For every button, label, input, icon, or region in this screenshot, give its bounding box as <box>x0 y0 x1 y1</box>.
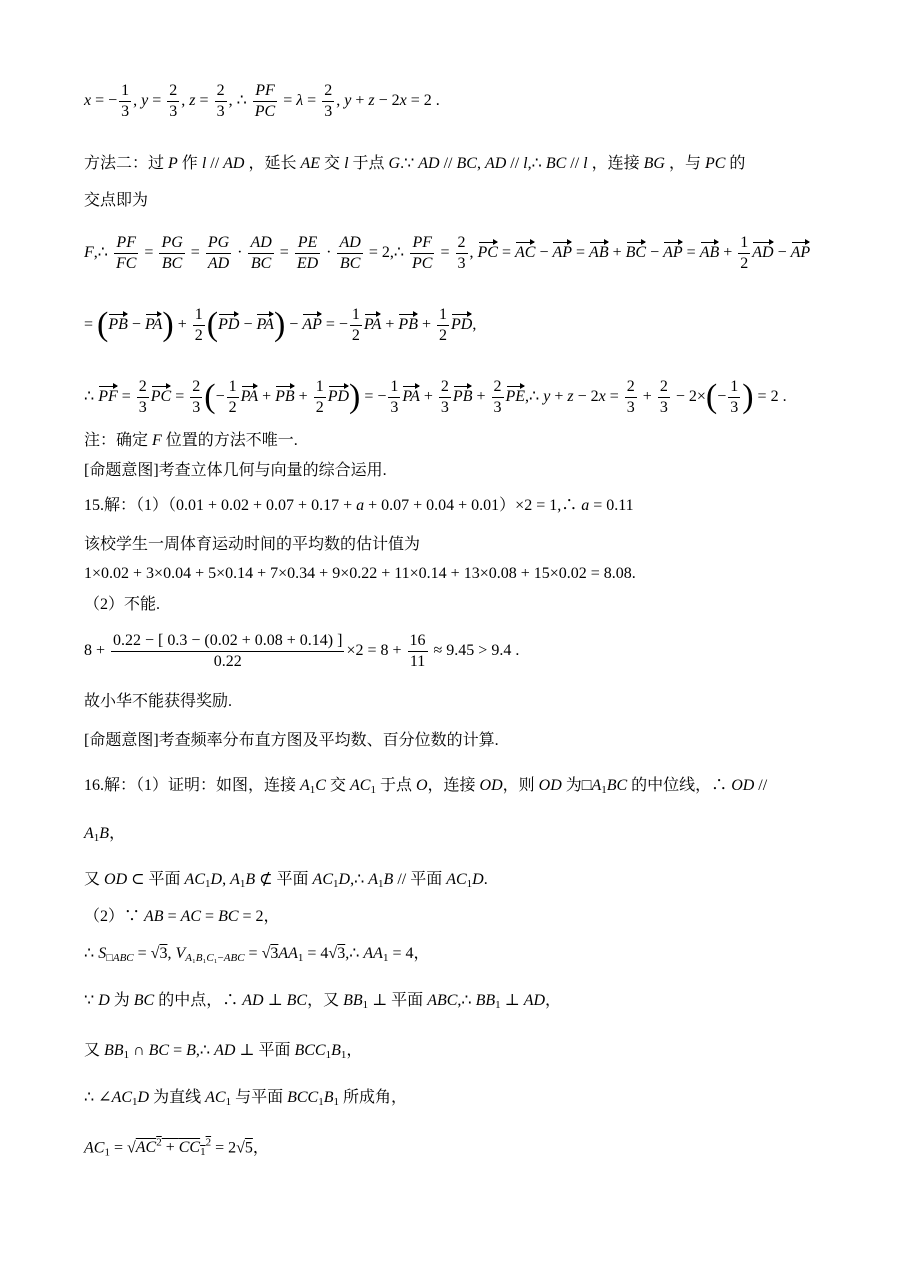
line-vector-result: ∴ PF = $\frac{2}{3}$ PC = $\frac{2}{3}$ (− $\frac{1}{2}$ PA + PB + $\frac{1}{2}$ PD) = − $\frac{1}{3}$ PA + $\frac{2}{3}$ PB + $\frac{2}{3}$ PE,∴ y + z − 2x = $\frac{2}{3}$ + $\frac{2}{3}$ − 2×(− $\frac{1}{3}$ ) = 2 . <box>84 378 787 416</box>
line-part2: （2）不能. <box>84 596 161 613</box>
line-mean-text: 该校学生一周体育运动时间的平均数的估计值为 <box>84 536 421 553</box>
line-a1b: $A_1B$， <box>84 825 126 844</box>
line-ac1-length: $AC_1 = √AC^2 + CC_1^2 = 2√5$， <box>84 1137 269 1159</box>
line-conclusion: 故小华不能获得奖励. <box>84 693 233 710</box>
line-angle: ∴ $\angle AC_1D$ 为直线 $AC_1$ 与平面 $BCC_1B_1$ 所成角， <box>84 1089 408 1108</box>
line-q15-part1: 15.解：（1）（0.01 + 0.02 + 0.07 + 0.17 + a + 0.07 + 0.04 + 0.01）×2 = 1,∴ a = 0.11 <box>84 497 634 514</box>
line-plane-perp: 又 $BB_1$ ∩ BC = B,∴ AD ⊥ 平面 $BCC_1B_1$， <box>84 1042 363 1061</box>
line-volume: ∴ $S_{□ABC} = √3$, $V_{A_1B_1C_1-ABC} = √3AA_1$ = 4√3,∴ $AA_1 = 4$， <box>84 945 430 964</box>
line-intent-14: [命题意图]考查立体几何与向量的综合运用. <box>84 462 387 479</box>
line-intent-15: [命题意图]考查频率分布直方图及平均数、百分位数的计算. <box>84 732 499 749</box>
line-q16-part1: 16.解：（1）证明：如图，连接 $A_1C$ 交 $AC_1$ 于点 O，连接 OD，则 OD 为$□A_1BC$ 的中位线，∴ OD // <box>84 777 768 796</box>
line-ratio-derivation: F,∴ $\frac{PF}{FC}$ = $\frac{PG}{BC}$ = $\frac{PG}{AD}$ · $\frac{AD}{BC}$ = $\frac{PE}{ED}$ · $\frac{AD}{BC}$ = 2,∴ $\frac{PF}{PC}$ = $\frac{2}{3}$ , PC = AC − AP = AB + BC − AP = AB + $\frac{1}{2}$ AD − AP <box>84 234 811 272</box>
line-method-two: 方法二：过 P 作 l // AD ，延长 AE 交 l 于点 G.∵ AD // BC, AD // l,∴ BC // l ，连接 BG ，与 PC 的 <box>84 155 746 172</box>
line-sides: （2）∵ AB = AC = BC = 2， <box>84 908 280 925</box>
line-intersection: 交点即为 <box>84 192 149 209</box>
line-parallel-plane: 又 OD ⊂ 平面 $AC_1D$, $A_1B$ ⊄ 平面 $AC_1D,\therefore$ $A_1B$ // 平面 $AC_1D$. <box>84 871 488 890</box>
line-perpendicular: ∵ D 为 BC 的中点，∴ AD ⊥ BC，又 $BB_1$ ⊥ 平面 ABC,∴ $BB_1$ ⊥ AD， <box>84 992 562 1011</box>
line-equation-solution: x = − $\frac{1}{3}$ , y = $\frac{2}{3}$ , z = $\frac{2}{3}$ , ∴ $\frac{PF}{PC}$ = λ = $\frac{2}{3}$ , y + z − 2x = 2 . <box>84 82 440 120</box>
line-percentile-calc: 8 + $\frac{0.22 - [ 0.3 - (0.02 + 0.08 + 0.14) ]}{0.22}$ ×2 = 8 + $\frac{16}{11}$ ≈ 9.45 > 9.4 . <box>84 632 520 670</box>
line-note: 注：确定 F 位置的方法不唯一. <box>84 432 298 449</box>
line-vector-expand: = (PB − PA) + $\frac{1}{2}$ (PD − PA) − AP = − $\frac{1}{2}$ PA + PB + $\frac{1}{2}$ PD, <box>84 306 477 344</box>
line-mean-calc: 1×0.02 + 3×0.04 + 5×0.14 + 7×0.34 + 9×0.22 + 11×0.14 + 13×0.08 + 15×0.02 = 8.08. <box>84 565 636 582</box>
